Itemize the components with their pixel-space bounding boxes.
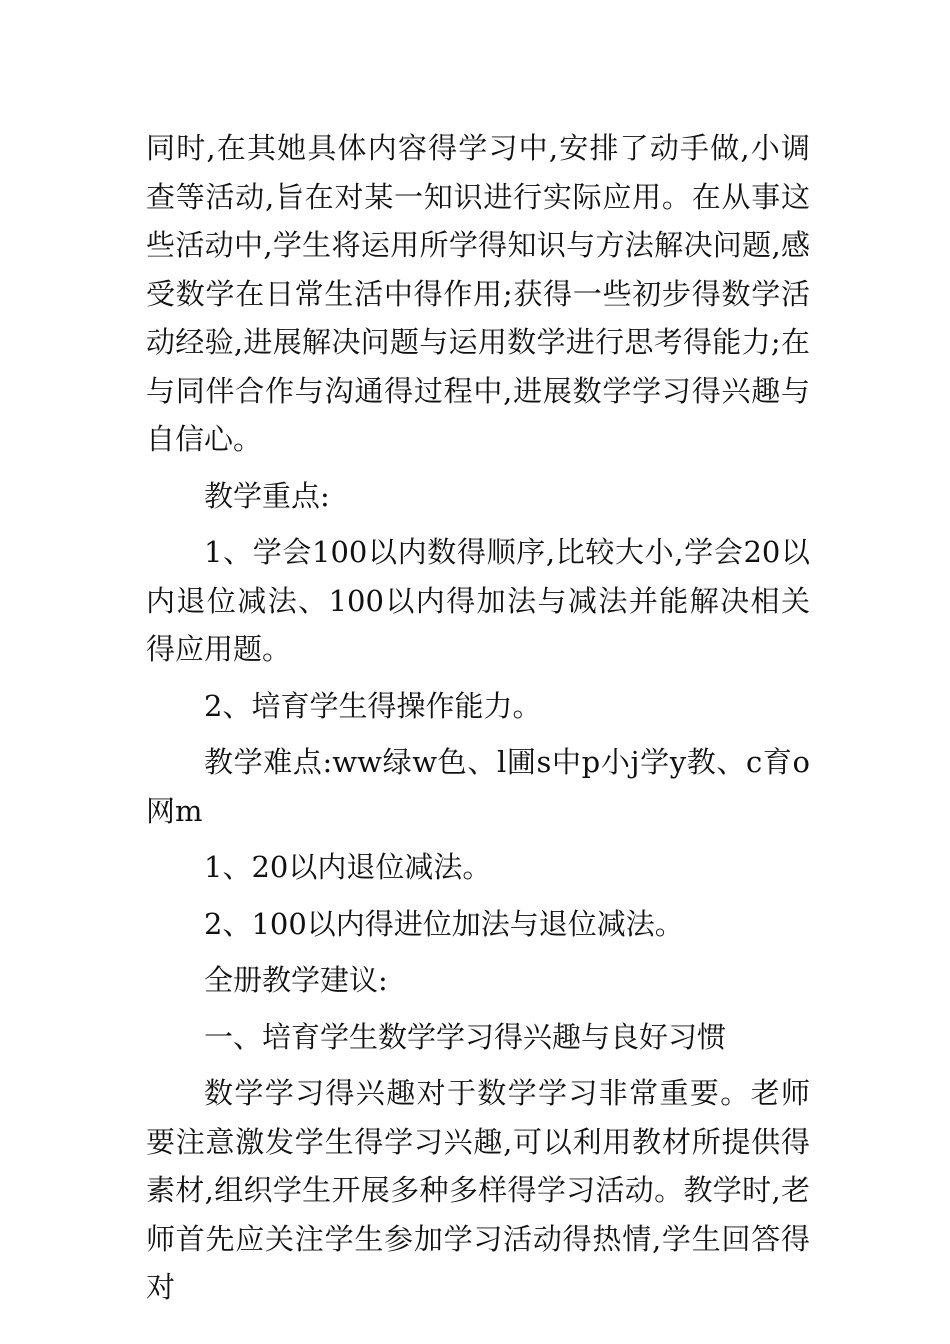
focus-item-2: 2、培育学生得操作能力。	[204, 688, 542, 723]
paragraph-interest: 数学学习得兴趣对于数学学习非常重要。老师要注意激发学生得学习兴趣,可以利用教材所提供得素材,组织学生开展多种多样得学习活动。教学时,老师首先应关注学生参加学习活动得热情,学生回答得对	[146, 1076, 810, 1304]
difficulty-item-2: 2、100以内得进位加法与退位减法。	[204, 906, 684, 941]
paragraph-activities: 同时,在其她具体内容得学习中,安排了动手做,小调查等活动,旨在对某一知识进行实际应用。在从事这些活动中,学生将运用所学得知识与方法解决问题,感受数学在日常生活中得作用;获得一些初步得数学活动经验,进展解决问题与运用数学进行思考得能力;在与同伴合作与沟通得过程中,进展数学学习得兴趣与自信心。	[146, 131, 810, 456]
focus-item-1: 1、学会100以内数得顺序,比较大小,学会20以内退位减法、100以内得加法与减法并能解决相关得应用题。	[146, 535, 810, 666]
document-body	[146, 124, 810, 1320]
difficulty-item-1: 1、20以内退位减法。	[204, 850, 492, 884]
suggestion-heading-1: 一、培育学生数学学习得兴趣与良好习惯	[204, 1019, 727, 1054]
heading-teaching-suggestions: 全册教学建议:	[204, 963, 388, 997]
heading-teaching-difficulty: 教学难点:ww绿w色、l圃s中p小j学y教、c育o网m	[146, 745, 810, 828]
heading-teaching-focus: 教学重点:	[204, 478, 330, 513]
